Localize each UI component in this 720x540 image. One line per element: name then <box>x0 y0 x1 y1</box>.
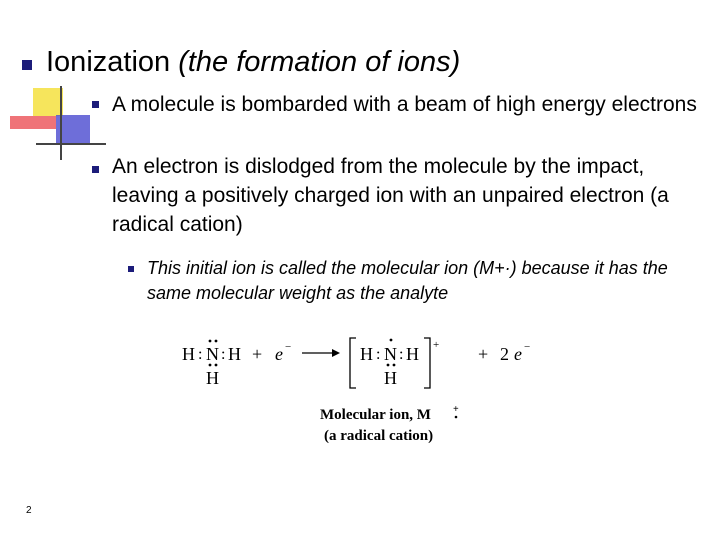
page-number: 2 <box>26 505 32 516</box>
eq-h6: H <box>384 368 397 388</box>
right-bracket <box>424 338 430 388</box>
bullet-marker <box>92 101 99 108</box>
eq-electron: e <box>275 344 283 364</box>
slide-title <box>46 46 460 79</box>
left-bracket <box>350 338 356 388</box>
title-italic: (the formation of ions) <box>178 46 461 78</box>
eq-n1: N <box>206 344 219 364</box>
title-main: Ionization <box>46 46 171 78</box>
eq-h4: H <box>360 344 373 364</box>
eq-colon2: : <box>221 346 226 363</box>
title-bullet <box>22 60 32 70</box>
eq-colon1: : <box>198 346 203 363</box>
eq-charge: + <box>433 339 440 351</box>
bullet-marker <box>92 166 99 173</box>
sub-bullet-marker <box>128 266 134 272</box>
eq-electron2: e <box>514 344 522 364</box>
eq-n2: N <box>384 344 397 364</box>
sub-bullet-item: This initial ion is called the molecular ion (M+·) because it has the same molecular weight as the analyte <box>147 258 668 303</box>
bullet-item: A molecule is bombarded with a beam of high energy electrons <box>112 93 697 116</box>
ionization-equation <box>170 328 550 448</box>
bullet-item: An electron is dislodged from the molecule by the impact, leaving a positively charged ion with an unpaired electron (a radical cation) <box>112 155 669 236</box>
eq-h2: H <box>228 344 241 364</box>
eq-plus2: + <box>478 344 489 364</box>
eq-colon3: : <box>376 346 381 363</box>
caption-charge: + <box>453 404 459 415</box>
eq-h5: H <box>406 344 419 364</box>
eq-h1: H <box>182 344 195 364</box>
caption-line2: (a radical cation) <box>324 428 434 444</box>
eq-two: 2 <box>500 344 509 364</box>
eq-electron-charge: − <box>285 341 292 353</box>
eq-colon4: : <box>399 346 404 363</box>
eq-electron2-charge: − <box>524 341 531 353</box>
caption-line1: Molecular ion, M <box>320 407 431 423</box>
eq-plus1: + <box>252 344 263 364</box>
corner-decoration <box>0 0 120 170</box>
eq-h3: H <box>206 368 219 388</box>
